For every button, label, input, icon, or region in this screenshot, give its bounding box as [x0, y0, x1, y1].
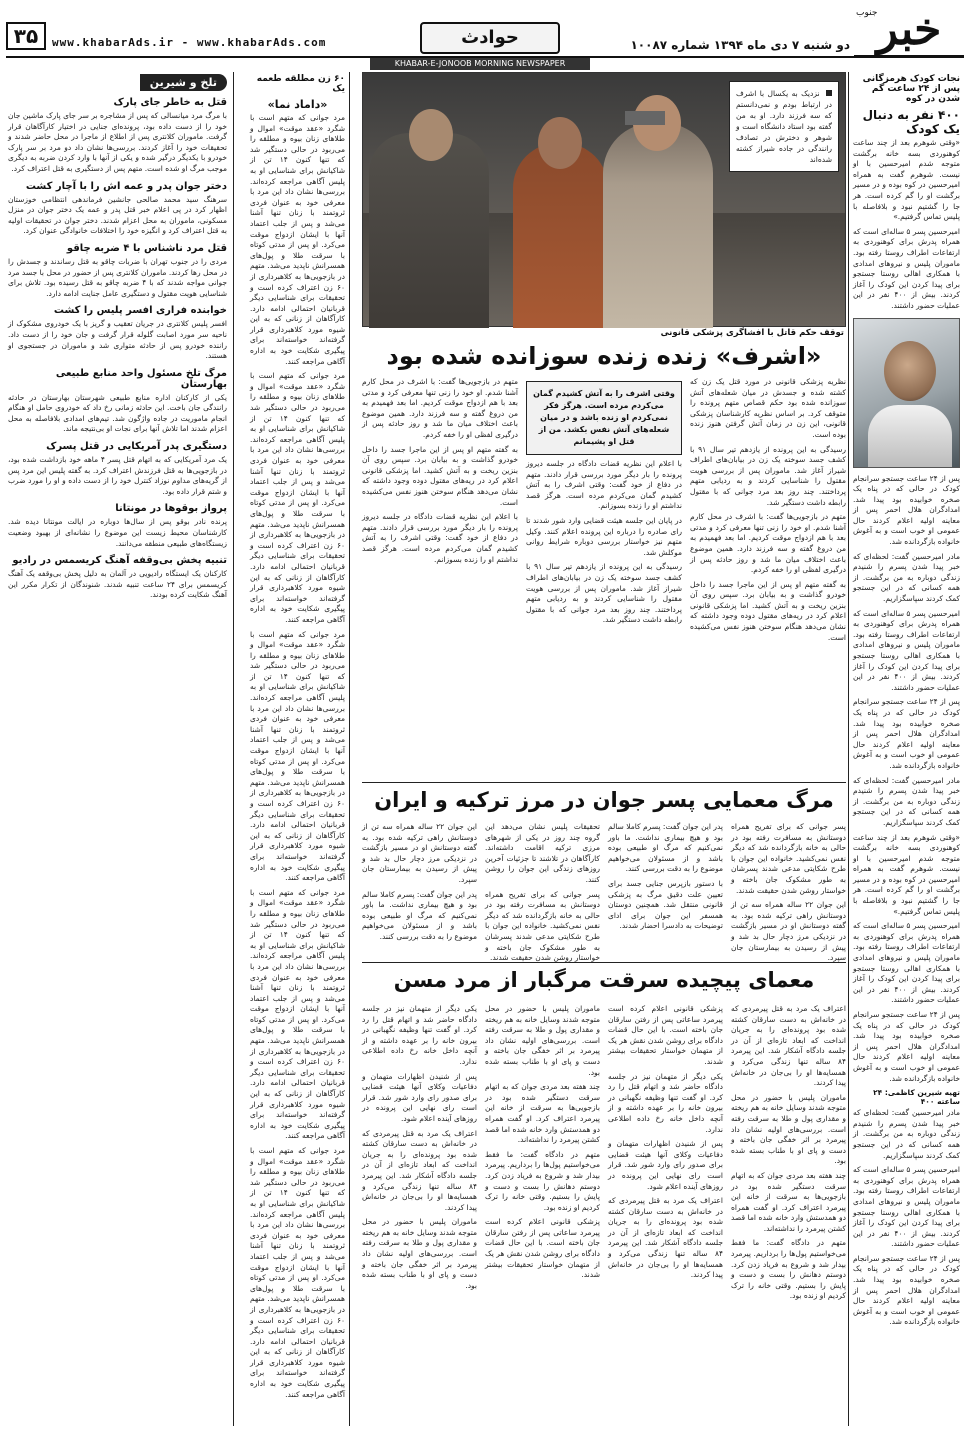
a3-p7b: پس از شنیدن اظهارات متهمان و دفاعیات وکلای آنها هیئت قضایی برای صدور رای وارد شور شد. قرار است رای نهایی این پرونده در روزهای آینده اعلام شود. [362, 1071, 477, 1123]
right-body-3-cont2: مادر امیرحسین گفت: لحظه‌ای که خبر پیدا شدن پسرم را شنیدم زندگی دوباره به من برگشت. از همه کسانی که در این جستجو کمک کردند سپاسگزاریم. [853, 1108, 960, 1160]
brief-body: سرهنگ سید محمد صالحی جانشین فرماندهی انتظامی خوزستان اظهار کرد در پی اعلام خبر قتل پدر و عمه یک دختر جوان در منزل مسکونی، ماموران به محل اعزام شدند. دختر جوان در تحقیقات اولیه به قتل اعتراف کرد و انگیزه خود را اختلافات خانوادگی عنوان کرد. [8, 194, 227, 236]
issue-date-line: دو شنبه ۷ دی ماه ۱۳۹۴ شماره ۱۰۰۸۷ [630, 38, 850, 52]
brief-title: مرگ تلخ مسئول واحد منابع طبیعی بهارستان [55, 367, 227, 390]
article-1-col-1 [690, 377, 846, 777]
a1-p6: در پایان این جلسه هیئت قضایی وارد شور شدند تا رای صادره را درباره این پرونده اعلام کنند. وکیل متهم نیز خواستار بررسی دوباره شرایط روانی موکلش شد. [526, 515, 682, 557]
brief-body: با مرگ مرد میانسالی که پس از مشاجره بر سر جای پارک ماشین جان خود را از دست داده بود، پرونده‌ای جنایی در اختیار کارآگاهان قرار گرفت. ماموران کلانتری پس از اطلاع از ماجرا در محل حاضر شدند و تحقیقات خود را آغاز کردند. بررسی‌ها نشان داد دو مرد بر سر پارک خودرو با یکدیگر درگیر شده و یکی از آنها با وارد کردن ضربه به دیگری موجب مرگ او شده است. متهم پس از دستگیری به قتل اعتراف کرد. [8, 111, 227, 173]
article-3-col-4 [362, 1004, 477, 1424]
right-body-1-cont: امیرحسین پسر ۵ ساله‌ای است که همراه پدرش برای کوهنوردی به ارتفاعات اطراف روستا رفته بود. ماموران پلیس و نیروهای امدادی با همکاری اهالی روستا جستجو برای پیدا کردن این کودک را آغاز کردند. بیش از ۴۰۰ نفر در این عملیات حضور داشتند. [853, 608, 960, 692]
officer-figure [369, 133, 489, 328]
a3-p6: یکی دیگر از متهمان نیز در جلسه دادگاه حاضر شد و اتهام قتل را رد کرد. او گفت تنها وظیفه نگهبانی در بیرون خانه را بر عهده داشته و از آنچه داخل خانه رخ داده اطلاعی ندارد. [608, 1071, 723, 1134]
blurred-eyes [625, 111, 665, 125]
brief-title: دستگیری پدر آمریکایی در قتل پسرک [46, 441, 227, 453]
child-photo [853, 318, 960, 468]
briefs-badge: تلخ و شیرین [140, 74, 227, 91]
right-lead: «وقتی شوهرم بعد از چند ساعت کوهنوردی بسه خانه برگشت متوجه شدم امیرحسین با او نیست. شوهرم گفت به همراه امیرحسین در کوه بوده و در مسیر برگشت او را گم کرده است. هر جا را گشتیم نبود و بلافاصله با پلیس تماس گرفتیم.» [853, 138, 960, 222]
a1-p3b: متهم در بازجویی‌ها گفت: با اشرف در محل کارم آشنا شدم. او خود را زنی تنها معرفی کرد و مدتی بعد با هم ازدواج موقت کردیم. اما بعد فهمیدم به من دروغ گفته و سه فرزند دارد. همین موضوع باعث اختلاف میان ما شد و روز حادثه پس از درگیری لفظی او را خفه کردم. [362, 377, 518, 439]
a1-p3: متهم در بازجویی‌ها گفت: با اشرف در محل کارم آشنا شدم. او خود را زنی تنها معرفی کرد و مدتی بعد با هم ازدواج موقت کردیم. اما بعد فهمیدم به من دروغ گفته و سه فرزند دارد. همین موضوع باعث اختلاف میان ما شد و روز حادثه پس از درگیری لفظی او را خفه کردم. [690, 512, 846, 575]
headline-1: «اشرف» زنده زنده سوزانده شده بود [386, 342, 822, 370]
mid-column [246, 72, 350, 1426]
right-body-2-cont3: پس از ۲۴ ساعت جستجو سرانجام کودک در حالی که در پناه یک صخره خوابیده بود پیدا شد. امدادگران هلال احمر پس از معاینه اولیه اعلام کردند حال عمومی او خوب است و به آغوش خانواده بازگردانده شد. [853, 1253, 960, 1327]
brief-body: یک مرد آمریکایی که به اتهام قتل پسر ۴ ماهه خود بازداشت شده بود، در بازجویی‌ها به قتل فرزندش اعتراف کرد. به گفته پلیس این مرد پس از گریه‌های مداوم نوزاد کنترل خود را از دست داده و او را مورد ضرب و شتم قرار داده بود. [8, 455, 227, 496]
right-column [848, 72, 964, 1426]
a3-p1c: اعتراف یک مرد به قتل پیرمردی که در خانه‌اش به دست سارقان کشته شده بود پرونده‌ای را به جریان انداخت که ابعاد تازه‌ای از آن در جلسه دادگاه آشکار شد. این پیرمرد ۸۴ ساله تنها زندگی می‌کرد و همسایه‌ها او را بی‌جان در خانه‌اش پیدا کردند. [362, 1128, 477, 1212]
a3-p2b: ماموران پلیس با حضور در محل متوجه شدند وسایل خانه به هم ریخته و مقداری پول و طلا به سرقت رفته است. بررسی‌های اولیه نشان داد پیرمرد بر اثر خفگی جان باخته و دست و پای او با طناب بسته شده بود. [485, 1004, 600, 1077]
page-number: ۳۵ [6, 22, 46, 50]
officer-head [409, 109, 453, 161]
brief-title: تنبیه پخش بی‌وقفه آهنگ کریسمس در رادیو [12, 555, 227, 567]
article-3 [362, 1004, 846, 1424]
a3-p2: ماموران پلیس با حضور در محل متوجه شدند وسایل خانه به هم ریخته و مقداری پول و طلا به سرقت رفته است. بررسی‌های اولیه نشان داد پیرمرد بر اثر خفگی جان باخته و دست و پای او با طناب بسته شده بود. [731, 1092, 846, 1166]
article-3-col-3 [485, 1004, 600, 1424]
officer-figure-2 [603, 123, 713, 328]
article-1-col-3 [362, 377, 518, 777]
mid-body-cont-3: مرد جوانی که متهم است با شگرد «عقد موقت» اموال و طلاهای زنان بیوه و مطلقه را می‌ربود در حالی دستگیر شد که تنها کنون ۱۴ تن از شاکیانش برای شناسایی او به پلیس آگاهی مراجعه کرده‌اند. بررسی‌ها نشان داد این مرد با معرفی خود به عنوان فردی ثروتمند با زنان تنها آشنا می‌شد و پس از جلب اعتماد آنها با ایشان ازدواج موقت می‌کرد. او پس از مدتی کوتاه با سرقت طلا و پول‌های همسرانش ناپدید می‌شد. متهم در بازجویی‌ها به کلاهبرداری از ۶۰ زن اعتراف کرده است و تحقیقات برای شناسایی دیگر قربانیان احتمالی ادامه دارد. کارآگاهان از زنانی که به این شیوه مورد کلاهبرداری قرار گرفته‌اند خواسته‌اند برای پیگیری شکایت خود به اداره آگاهی مراجعه کنند. [250, 887, 345, 1141]
right-body-1-cont3: امیرحسین پسر ۵ ساله‌ای است که همراه پدرش برای کوهنوردی به ارتفاعات اطراف روستا رفته بود. ماموران پلیس و نیروهای امدادی با همکاری اهالی روستا جستجو برای پیدا کردن این کودک را آغاز کردند. بیش از ۴۰۰ نفر در این عملیات حضور داشتند. [853, 1165, 960, 1249]
article-3-col-1 [731, 1004, 846, 1424]
a1-p5: با اعلام این نظریه قضات دادگاه در جلسه دیروز پرونده را بار دیگر مورد بررسی قرار دادند. متهم در دفاع از خود گفت: وقتی اشرف را به آتش کشیدم گمان می‌کردم مرده است. هرگز قصد نداشتم او را زنده بسوزانم. [526, 459, 682, 511]
quote-square-icon [826, 90, 832, 96]
a2-p2: این جوان ۲۲ ساله همراه سه تن از دوستانش راهی ترکیه شده بود. به گفته دوستانش او در مسیر بازگشت در نزدیکی مرز دچار حال بد شد و پیش از رسیدن به بیمارستان جان سپرد. [731, 900, 846, 963]
article-1 [362, 377, 846, 777]
article-3-col-2 [608, 1004, 723, 1424]
article-1-col-2 [526, 377, 682, 777]
suspect-figure [513, 143, 608, 328]
a2-p5: تحقیقات پلیس نشان می‌دهد این گروه چند روز در یکی از شهرهای مرزی ترکیه اقامت داشته‌اند. کارآگاهان در تلاشند تا جزئیات آخرین روزهای زندگی این جوان را روشن کنند. [485, 822, 600, 884]
logo-text: خبر [876, 4, 942, 55]
a3-p5b: پزشکی قانونی اعلام کرده است پیرمرد ساعاتی پس از رفتن سارقان جان باخته است. با این حال قضات دادگاه برای روشن شدن نقش هر یک از متهمان خواستار تحقیقات بیشتر شدند. [485, 1217, 600, 1280]
right-body-2: پس از ۲۴ ساعت جستجو سرانجام کودک در حالی که در پناه یک صخره خوابیده بود پیدا شد. امدادگران هلال احمر پس از معاینه اولیه اعلام کردند حال عمومی او خوب است و به آغوش خانواده بازگردانده شد. [853, 473, 960, 547]
a3-p1b: اعتراف یک مرد به قتل پیرمردی که در خانه‌اش به دست سارقان کشته شده بود پرونده‌ای را به جریان انداخت که ابعاد تازه‌ای از آن در جلسه دادگاه آشکار شد. این پیرمرد ۸۴ ساله تنها زندگی می‌کرد و همسایه‌ها او را بی‌جان در خانه‌اش پیدا کردند. [608, 1196, 723, 1280]
page-header [0, 0, 970, 70]
a2-p3: پدر این جوان گفت: پسرم کاملا سالم بود و هیچ بیماری نداشت. ما باور نمی‌کنیم که مرگ او طبیعی بوده باشد و از مسئولان می‌خواهیم موضوع را به دقت بررسی کنند. [608, 822, 723, 874]
left-topline [8, 74, 227, 91]
photo-quote-text: نزدیک به یکسال با اشرف در ارتباط بودم و نمی‌دانستم که سه فرزند دارد. او به من گفته بود استاد دانشگاه است و شوهر و دخترش در تصادف رانندگی در جاده شیراز کشته شده‌اند [736, 89, 832, 164]
brief-body: مردی را در جنوب تهران با ضربات چاقو به قتل رساندند و جسدش را در محل رها کردند. ماموران کلانتری پس از حضور در محل با جسد مرد جوانی مواجه شدند که با ۴ ضربه چاقو به قتل رسیده بود. تلاش برای شناسایی هویت مقتول و دستگیری عامل جنایت ادامه دارد. [8, 256, 227, 298]
suspect-head [538, 117, 582, 169]
article-2-col-1 [731, 822, 846, 963]
a3-p5: پزشکی قانونی اعلام کرده است پیرمرد ساعاتی پس از رفتن سارقان جان باخته است. با این حال قضات دادگاه برای روشن شدن نقش هر یک از متهمان خواستار تحقیقات بیشتر شدند. [608, 1004, 723, 1066]
right-body-2-cont: پس از ۲۴ ساعت جستجو سرانجام کودک در حالی که در پناه یک صخره خوابیده بود پیدا شد. امدادگران هلال احمر پس از معاینه اولیه اعلام کردند حال عمومی او خوب است و به آغوش خانواده بازگردانده شد. [853, 697, 960, 770]
mid-headline: «داماد نما» [267, 98, 328, 111]
brief-body: کارکنان یک ایستگاه رادیویی در آلمان به دلیل پخش بی‌وقفه یک آهنگ کریسمس برای ۲۴ ساعت تنبیه شدند. شنوندگان از تکرار مکرر این آهنگ شکایت کرده بودند. [8, 569, 227, 600]
a3-p1: اعتراف یک مرد به قتل پیرمردی که در خانه‌اش به دست سارقان کشته شده بود پرونده‌ای را به جریان انداخت که ابعاد تازه‌ای از آن در جلسه دادگاه آشکار شد. این پیرمرد ۸۴ ساله تنها زندگی می‌کرد و همسایه‌ها او را بی‌جان در خانه‌اش پیدا کردند. [731, 1004, 846, 1088]
headline-2: مرگ معمایی پسر جوان در مرز ترکیه و ایران [374, 788, 834, 812]
brief-title: قتل به خاطر جای پارک [113, 97, 227, 108]
article-2-col-4 [362, 822, 477, 957]
brief-title: پرواز بوقوها در مونتانا [115, 503, 227, 515]
a1-p2: رسیدگی به این پرونده از یازدهم تیر سال ۹۱ با کشف جسد سوخته یک زن در بیابان‌های اطراف شیراز آغاز شد. ماموران پس از بررسی هویت مقتول را شناسایی کردند و به ردیابی متهم پرداختند. چند روز بعد مرد جوانی که با مقتول رابطه داشت دستگیر شد. [690, 444, 846, 507]
a1-p5b: با اعلام این نظریه قضات دادگاه در جلسه دیروز پرونده را بار دیگر مورد بررسی قرار دادند. متهم در دفاع از خود گفت: وقتی اشرف را به آتش کشیدم گمان می‌کردم مرده است. هرگز قصد نداشتم او را زنده بسوزانم. [362, 512, 518, 564]
right-body-1-cont2: امیرحسین پسر ۵ ساله‌ای است که همراه پدرش برای کوهنوردی به ارتفاعات اطراف روستا رفته بود. ماموران پلیس و نیروهای امدادی با همکاری اهالی روستا جستجو برای پیدا کردن این کودک را آغاز کردند. بیش از ۴۰۰ نفر در این عملیات حضور داشتند. [853, 921, 960, 1005]
a3-p7: پس از شنیدن اظهارات متهمان و دفاعیات وکلای آنها هیئت قضایی برای صدور رای وارد شور شد. قرار است رای نهایی این پرونده در روزهای آینده اعلام شود. [608, 1139, 723, 1191]
mid-body-cont: مرد جوانی که متهم است با شگرد «عقد موقت» اموال و طلاهای زنان بیوه و مطلقه را می‌ربود در حالی دستگیر شد که تنها کنون ۱۴ تن از شاکیانش برای شناسایی او به پلیس آگاهی مراجعه کرده‌اند. بررسی‌ها نشان داد این مرد با معرفی خود به عنوان فردی ثروتمند با زنان تنها آشنا می‌شد و پس از جلب اعتماد آنها با ایشان ازدواج موقت می‌کرد. او پس از مدتی کوتاه با سرقت طلا و پول‌های همسرانش ناپدید می‌شد. متهم در بازجویی‌ها به کلاهبرداری از ۶۰ زن اعتراف کرده است و تحقیقات برای شناسایی دیگر قربانیان احتمالی ادامه دارد. کارآگاهان از زنانی که به این شیوه مورد کلاهبرداری قرار گرفته‌اند خواسته‌اند برای پیگیری شکایت خود به اداره آگاهی مراجعه کنند. [250, 371, 345, 624]
briefs-list [8, 97, 227, 601]
right-byline: تهیه شیرین کاظمی: ۲۴ ساعته ۴۰۰ [873, 1088, 960, 1107]
english-masthead: KHABAR-E-JONOOB MORNING NEWSPAPER [370, 58, 590, 70]
a1-p4b: به گفته متهم او پس از این ماجرا جسد را داخل خودرو گذاشت و به بیابان برد. سپس روی آن بنزین ریخت و به آتش کشید. اما پزشکی قانونی اعلام کرد در ریه‌های مقتول دوده وجود داشته که نشان می‌دهد هنگام سوختن هنوز نفس می‌کشیده است. [362, 444, 518, 507]
right-headline: ۴۰۰ نفر به دنبال یک کودک [862, 108, 960, 136]
suspect-photo [362, 72, 846, 327]
article-2-col-3 [485, 822, 600, 963]
brief-body: افسر پلیس کلانتری در جریان تعقیب و گریز با یک خودروی مشکوک از ناحیه سر مورد اصابت گلوله قرار گرفت و جان خود را از دست داد. راننده خودرو پس از حادثه متواری شد و ماموران در جستجوی او هستند. [8, 319, 227, 361]
divider-1 [362, 782, 846, 783]
a2-p2b: این جوان ۲۲ ساله همراه سه تن از دوستانش راهی ترکیه شده بود. به گفته دوستانش او در مسیر بازگشت در نزدیکی مرز دچار حال بد شد و پیش از رسیدن به بیمارستان جان سپرد. [362, 822, 477, 884]
child-face [884, 341, 936, 401]
mid-body-cont-4: مرد جوانی که متهم است با شگرد «عقد موقت» اموال و طلاهای زنان بیوه و مطلقه را می‌ربود در حالی دستگیر شد که تنها کنون ۱۴ تن از شاکیانش برای شناسایی او به پلیس آگاهی مراجعه کرده‌اند. بررسی‌ها نشان داد این مرد با معرفی خود به عنوان فردی ثروتمند با زنان تنها آشنا می‌شد و پس از جلب اعتماد آنها با ایشان ازدواج موقت می‌کرد. او پس از مدتی کوتاه با سرقت طلا و پول‌های همسرانش ناپدید می‌شد. متهم در بازجویی‌ها به کلاهبرداری از ۶۰ زن اعتراف کرده است و تحقیقات برای شناسایی دیگر قربانیان احتمالی ادامه دارد. کارآگاهان از زنانی که به این شیوه مورد کلاهبرداری قرار گرفته‌اند خواسته‌اند برای پیگیری شکایت خود به اداره آگاهی مراجعه کنند. [250, 1146, 345, 1399]
child-shirt [868, 405, 952, 467]
divider-2 [362, 962, 846, 963]
main-area [362, 72, 846, 1426]
a1-p4: به گفته متهم او پس از این ماجرا جسد را داخل خودرو گذاشت و به بیابان برد. سپس روی آن بنزین ریخت و به آتش کشید. اما پزشکی قانونی اعلام کرد در ریه‌های مقتول دوده وجود داشته که نشان می‌دهد هنگام سوختن هنوز نفس می‌کشیده است. [690, 579, 846, 642]
mid-body: مرد جوانی که متهم است با شگرد «عقد موقت» اموال و طلاهای زنان بیوه و مطلقه را می‌ربود در حالی دستگیر شد که تنها کنون ۱۴ تن از شاکیانش برای شناسایی او به پلیس آگاهی مراجعه کرده‌اند. بررسی‌ها نشان داد این مرد با معرفی خود به عنوان فردی ثروتمند با زنان تنها آشنا می‌شد و پس از جلب اعتماد آنها با ایشان ازدواج موقت می‌کرد. او پس از مدتی کوتاه با سرقت طلا و پول‌های همسرانش ناپدید می‌شد. متهم در بازجویی‌ها به کلاهبرداری از ۶۰ زن اعتراف کرده است و تحقیقات برای شناسایی دیگر قربانیان احتمالی ادامه دارد. کارآگاهان از زنانی که به این شیوه مورد کلاهبرداری قرار گرفته‌اند خواسته‌اند برای پیگیری شکایت خود به اداره آگاهی مراجعه کنند. [250, 113, 345, 366]
brief-title: قتل مرد ناشناس با ۴ ضربه چاقو [66, 242, 227, 254]
right-body-2-cont2: پس از ۲۴ ساعت جستجو سرانجام کودک در حالی که در پناه یک صخره خوابیده بود پیدا شد. امدادگران هلال احمر پس از معاینه اولیه اعلام کردند حال عمومی او خوب است و به آغوش خانواده بازگردانده شد. [853, 1010, 960, 1083]
a3-p4b: متهم در دادگاه گفت: ما فقط می‌خواستیم پول‌ها را برداریم. پیرمرد بیدار شد و شروع به فریاد زدن کرد. دوستم دهانش را بست و دست و پایش را بستیم. وقتی خانه را ترک کردیم او زنده بود. [485, 1149, 600, 1212]
right-lead-cont: «وقتی شوهرم بعد از چند ساعت کوهنوردی بسه خانه برگشت متوجه شدم امیرحسین با او نیست. شوهرم گفت به همراه امیرحسین در کوه بوده و در مسیر برگشت او را گم کرده است. هر جا را گشتیم نبود و بلافاصله با پلیس تماس گرفتیم.» [853, 832, 960, 916]
a3-p4: متهم در دادگاه گفت: ما فقط می‌خواستیم پول‌ها را برداریم. پیرمرد بیدار شد و شروع به فریاد زدن کرد. دوستم دهانش را بست و دست و پایش را بستیم. وقتی خانه را ترک کردیم او زنده بود. [731, 1238, 846, 1301]
brief-body: یکی از کارکنان اداره منابع طبیعی شهرستان بهارستان در حادثه رانندگی جان باخت. این حادثه زمانی رخ داد که خودروی حامل او هنگام انجام ماموریت در جاده واژگون شد. تیم‌های امدادی بلافاصله به محل اعزام شدند اما تلاش آنها برای نجات او بی‌نتیجه ماند. [8, 392, 227, 434]
right-kicker: نجات کودک هرمزگانی پس از ۲۴ ساعت گم شدن در کوه [862, 74, 960, 104]
a3-p3: چند هفته بعد مردی جوان که به اتهام سرقت دستگیر شده بود در بازجویی‌ها به سرقت از خانه این پیرمرد اعتراف کرد. او گفت همراه دو همدستش وارد خانه شده اما قصد کشتن پیرمرد را نداشته‌اند. [731, 1170, 846, 1233]
a1-p2b: رسیدگی به این پرونده از یازدهم تیر سال ۹۱ با کشف جسد سوخته یک زن در بیابان‌های اطراف شیراز آغاز شد. ماموران پس از بررسی هویت مقتول را شناسایی کردند و به ردیابی متهم پرداختند. چند روز بعد مرد جوانی که با مقتول رابطه داشت دستگیر شد. [526, 562, 682, 625]
a2-p1b: پسر جوانی که برای تفریح همراه دوستانش به مسافرت رفته بود در حالی به خانه بازگردانده شد که دیگر نفس نمی‌کشید. خانواده این جوان با طرح شکایتی مدعی شدند پسرشان به طور مشکوک جان باخته و خواستار روشن شدن حقیقت شدند. [485, 889, 600, 963]
section-title: حوادث [420, 22, 560, 54]
brief-body: پرنده نادر بوقو پس از سال‌ها دوباره در ایالت مونتانا دیده شد. کارشناسان محیط زیست این موضوع را نشانه‌ای از بهبود وضعیت زیستگاه‌های طبیعی منطقه می‌دانند. [8, 517, 227, 548]
a3-p6b: یکی دیگر از متهمان نیز در جلسه دادگاه حاضر شد و اتهام قتل را رد کرد. او گفت تنها وظیفه نگهبانی در بیرون خانه را بر عهده داشته و از آنچه داخل خانه رخ داده اطلاعی ندارد. [362, 1004, 477, 1066]
a3-p3b: چند هفته بعد مردی جوان که به اتهام سرقت دستگیر شده بود در بازجویی‌ها به سرقت از خانه این پیرمرد اعتراف کرد. او گفت همراه دو همدستش وارد خانه شده اما قصد کشتن پیرمرد را نداشته‌اند. [485, 1082, 600, 1145]
right-body-1: امیرحسین پسر ۵ ساله‌ای است که همراه پدرش برای کوهنوردی به ارتفاعات اطراف روستا رفته بود. ماموران پلیس و نیروهای امدادی با همکاری اهالی روستا جستجو برای پیدا کردن این کودک را آغاز کردند. بیش از ۴۰۰ نفر در این عملیات حضور داشتند. [853, 226, 960, 310]
logo-subtitle: جنوب [856, 8, 878, 18]
article-2-col-2 [608, 822, 723, 957]
a3-p2c: ماموران پلیس با حضور در محل متوجه شدند وسایل خانه به هم ریخته و مقداری پول و طلا به سرقت رفته است. بررسی‌های اولیه نشان داد پیرمرد بر اثر خفگی جان باخته و دست و پای او با طناب بسته شده بود. [362, 1217, 477, 1290]
pull-quote: وقتی اشرف را به آتش کشیدم گمان می‌کردم مرده است. هرگز فکر نمی‌کردم او زنده باشد و در میان شعله‌های آتش نفس بکشد. من از قتل او پشیمانم [526, 381, 682, 455]
brief-title: دختر جوان پدر و عمه اش را با آچار کشت [25, 180, 227, 192]
site-url[interactable]: www.khabarAds.ir - www.khabarAds.com [52, 36, 327, 49]
article-2 [362, 822, 846, 963]
a2-p4: با دستور بازپرس جنایی جسد برای تعیین علت دقیق مرگ به پزشکی قانونی منتقل شد. همچنین دوستان همسفر این جوان برای ادای توضیحات به دادسرا احضار شدند. [608, 878, 723, 931]
mid-kicker: ۶۰ زن مطلقه طعمه یک [256, 74, 345, 94]
right-body-3: مادر امیرحسین گفت: لحظه‌ای که خبر پیدا شدن پسرم را شنیدم زندگی دوباره به من برگشت. از همه کسانی که در این جستجو کمک کردند سپاسگزاریم. [853, 551, 960, 604]
photo-quote-box [729, 81, 839, 172]
mid-body-cont-2: مرد جوانی که متهم است با شگرد «عقد موقت» اموال و طلاهای زنان بیوه و مطلقه را می‌ربود در حالی دستگیر شد که تنها کنون ۱۴ تن از شاکیانش برای شناسایی او به پلیس آگاهی مراجعه کرده‌اند. بررسی‌ها نشان داد این مرد با معرفی خود به عنوان فردی ثروتمند با زنان تنها آشنا می‌شد و پس از جلب اعتماد آنها با ایشان ازدواج موقت می‌کرد. او پس از مدتی کوتاه با سرقت طلا و پول‌های همسرانش ناپدید می‌شد. متهم در بازجویی‌ها به کلاهبرداری از ۶۰ زن اعتراف کرده است و تحقیقات برای شناسایی دیگر قربانیان احتمالی ادامه دارد. کارآگاهان از زنانی که به این شیوه مورد کلاهبرداری قرار گرفته‌اند خواسته‌اند برای پیگیری شکایت خود به اداره آگاهی مراجعه کنند. [250, 629, 345, 883]
headline-3: معمای پیچیده سرقت مرگبار از مرد مسن [393, 968, 815, 992]
a2-p1: پسر جوانی که برای تفریح همراه دوستانش به مسافرت رفته بود در حالی به خانه بازگردانده شد که دیگر نفس نمی‌کشید. خانواده این جوان با طرح شکایتی مدعی شدند پسرشان به طور مشکوک جان باخته و خواستار روشن شدن حقیقت شدند. [731, 822, 846, 895]
a1-p1: نظریه پزشکی قانونی در مورد قتل یک زن که کشته شده و جسدش در میان شعله‌های آتش سوزانده شده بود حکم قصاص متهم پرونده را متوقف کرد. بر اساس نظریه کارشناسان پزشکی قانونی، این زن در زمان آتش گرفتن هنوز زنده بوده است. [690, 377, 846, 439]
brief-title: خوابنده فراری افسر پلیس را کشت [53, 305, 227, 317]
right-body-3-cont: مادر امیرحسین گفت: لحظه‌ای که خبر پیدا شدن پسرم را شنیدم زندگی دوباره به من برگشت. از همه کسانی که در این جستجو کمک کردند سپاسگزاریم. [853, 775, 960, 827]
a2-p3b: پدر این جوان گفت: پسرم کاملا سالم بود و هیچ بیماری نداشت. ما باور نمی‌کنیم که مرگ او طبیعی بوده باشد و از مسئولان می‌خواهیم موضوع را به دقت بررسی کنند. [362, 889, 477, 941]
newspaper-logo [854, 4, 964, 58]
photo-kicker: توقف حکم قاتل با افشاگری پزشکی قانونی [660, 328, 844, 338]
left-column [6, 72, 234, 1426]
